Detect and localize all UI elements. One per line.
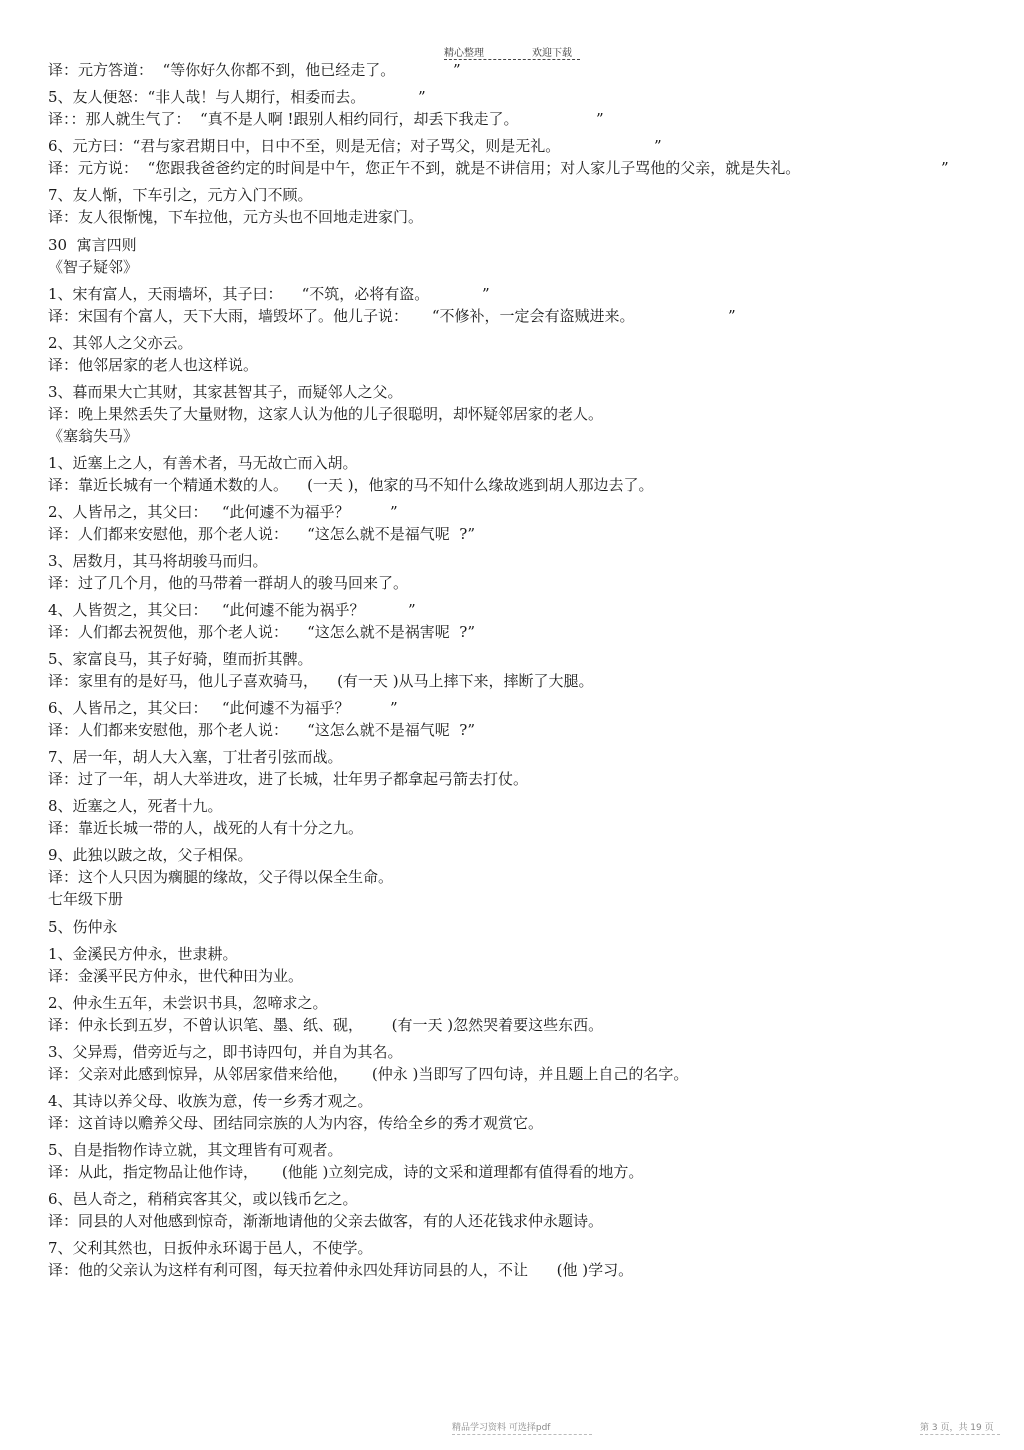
translation-line xyxy=(48,306,1008,326)
source-line xyxy=(48,87,1008,107)
section-heading xyxy=(48,917,1008,937)
footer-center-divider xyxy=(452,1434,592,1435)
line-text: 译：靠近长城有一个精通术数的人。 (一天 )，他家的马不知什么缘故逃到胡人那边去了。 xyxy=(48,476,654,494)
line-text: 《塞翁失马》 xyxy=(48,427,139,445)
translation-line xyxy=(48,1260,1008,1280)
line-text: 7、友人惭，下车引之，元方入门不顾。 xyxy=(48,186,313,204)
translation-line xyxy=(48,818,1008,838)
line-text: 6、邑人奇之，稍稍宾客其父，或以钱币乞之。 xyxy=(48,1190,358,1208)
line-text: 4、人皆贺之，其父曰： “此何遽不能为祸乎？ xyxy=(48,601,365,619)
line-text: 30 寓言四则 xyxy=(48,236,137,254)
line-text: 七年级下册 xyxy=(48,890,124,908)
translation-line xyxy=(48,426,1008,446)
footer-center xyxy=(452,1420,592,1433)
source-line xyxy=(48,845,1008,865)
translation-line xyxy=(48,109,1008,129)
line-text: 译：这个人只因为瘸腿的缘故，父子得以保全生命。 xyxy=(48,868,394,886)
translation-line xyxy=(48,1015,1008,1035)
closing-quote: ” xyxy=(408,601,416,619)
translation-line xyxy=(48,404,1008,424)
translation-line xyxy=(48,355,1008,375)
source-line xyxy=(48,1189,1008,1209)
source-line xyxy=(48,747,1008,767)
source-line xyxy=(48,284,1008,304)
translation-line xyxy=(48,966,1008,986)
line-text: 译：从此，指定物品让他作诗， (他能 )立刻完成，诗的文采和道理都有值得看的地方。 xyxy=(48,1163,644,1181)
source-line xyxy=(48,993,1008,1013)
line-text: 1、宋有富人，天雨墙坏，其子曰： “不筑，必将有盗。 xyxy=(48,285,430,303)
line-text: 译：他的父亲认为这样有利可图，每天拉着仲永四处拜访同县的人，不让 (他 )学习。 xyxy=(48,1261,634,1279)
closing-quote: ” xyxy=(596,110,604,128)
translation-line xyxy=(48,867,1008,887)
translation-line xyxy=(48,622,1008,642)
translation-line xyxy=(48,475,1008,495)
source-line xyxy=(48,600,1008,620)
header-left-text: 精心整理 xyxy=(444,48,484,59)
line-text: 5、伤仲永 xyxy=(48,918,118,936)
line-text: 译：过了几个月，他的马带着一群胡人的骏马回来了。 xyxy=(48,574,409,592)
line-text: 6、元方曰：“君与家君期日中，日中不至，则是无信；对子骂父，则是无礼。 xyxy=(48,137,561,155)
translation-line xyxy=(48,257,1008,277)
footer-right xyxy=(920,1420,1000,1433)
closing-quote: ” xyxy=(453,61,461,79)
line-text: 译：他邻居家的老人也这样说。 xyxy=(48,356,259,374)
closing-quote: ” xyxy=(941,159,949,177)
translation-line xyxy=(48,60,1008,80)
line-text: 译：人们都来安慰他，那个老人说： “这怎么就不是福气呢 ?” xyxy=(48,525,475,543)
line-text: 译：宋国有个富人，天下大雨，墙毁坏了。他儿子说： “不修补，一定会有盗贼进来。 xyxy=(48,307,635,325)
footer-right-divider xyxy=(920,1434,1000,1435)
line-text: 译：晚上果然丢失了大量财物，这家人认为他的儿子很聪明，却怀疑邻居家的老人。 xyxy=(48,405,604,423)
line-text: 7、父利其然也，日扳仲永环谒于邑人，不使学。 xyxy=(48,1239,373,1257)
translation-line xyxy=(48,1064,1008,1084)
closing-quote: ” xyxy=(390,699,398,717)
line-text: 《智子疑邻》 xyxy=(48,258,139,276)
source-line xyxy=(48,1238,1008,1258)
line-text: 1、近塞上之人，有善术者，马无故亡而入胡。 xyxy=(48,454,358,472)
source-line xyxy=(48,1042,1008,1062)
translation-line xyxy=(48,573,1008,593)
line-text: 3、父异焉，借旁近与之，即书诗四句，并自为其名。 xyxy=(48,1043,403,1061)
translation-line xyxy=(48,720,1008,740)
line-text: 译：友人很惭愧，下车拉他，元方头也不回地走进家门。 xyxy=(48,208,424,226)
line-text: 4、其诗以养父母、收族为意，传一乡秀才观之。 xyxy=(48,1092,373,1110)
line-text: 2、人皆吊之，其父曰： “此何遽不为福乎？ xyxy=(48,503,350,521)
closing-quote: ” xyxy=(482,285,490,303)
source-line xyxy=(48,185,1008,205)
closing-quote: ” xyxy=(418,88,426,106)
line-text: 2、其邻人之父亦云。 xyxy=(48,334,193,352)
source-line xyxy=(48,502,1008,522)
line-text: 译：：那人就生气了： “真不是人啊 !跟别人相约同行，却丢下我走了。 xyxy=(48,110,519,128)
translation-line xyxy=(48,524,1008,544)
line-text: 译：家里有的是好马，他儿子喜欢骑马， (有一天 )从马上摔下来，摔断了大腿。 xyxy=(48,672,594,690)
source-line xyxy=(48,796,1008,816)
translation-line xyxy=(48,671,1008,691)
section-heading xyxy=(48,235,1008,255)
source-line xyxy=(48,333,1008,353)
line-text: 3、暮而果大亡其财，其家甚智其子，而疑邻人之父。 xyxy=(48,383,403,401)
line-text: 6、人皆吊之，其父曰： “此何遽不为福乎？ xyxy=(48,699,350,717)
document-body xyxy=(48,58,1008,1280)
source-line xyxy=(48,1091,1008,1111)
page-number-text: 第 3 页，共 19 页 xyxy=(920,1423,994,1433)
source-line xyxy=(48,136,1008,156)
source-line xyxy=(48,1140,1008,1160)
line-text: 5、自是指物作诗立就，其文理皆有可观者。 xyxy=(48,1141,343,1159)
line-text: 5、友人便怒：“非人哉！与人期行，相委而去。 xyxy=(48,88,366,106)
line-text: 5、家富良马，其子好骑，堕而折其髀。 xyxy=(48,650,313,668)
translation-line xyxy=(48,769,1008,789)
translation-line xyxy=(48,889,1008,909)
translation-line xyxy=(48,1211,1008,1231)
header-right-text: 欢迎下载 xyxy=(532,48,572,59)
translation-line xyxy=(48,158,1008,178)
source-line xyxy=(48,382,1008,402)
translation-line xyxy=(48,207,1008,227)
line-text: 2、仲永生五年，未尝识书具，忽啼求之。 xyxy=(48,994,328,1012)
line-text: 译：仲永长到五岁，不曾认识笔、墨、纸、砚， (有一天 )忽然哭着要这些东西。 xyxy=(48,1016,604,1034)
line-text: 9、此独以跛之故，父子相保。 xyxy=(48,846,253,864)
line-text: 译：同县的人对他感到惊奇，渐渐地请他的父亲去做客，有的人还花钱求仲永题诗。 xyxy=(48,1212,604,1230)
footer-center-text: 精品学习资料 可选择pdf xyxy=(452,1423,551,1433)
line-text: 3、居数月，其马将胡骏马而归。 xyxy=(48,552,268,570)
line-text: 译：靠近长城一带的人，战死的人有十分之九。 xyxy=(48,819,364,837)
line-text: 译：元方答道： “等你好久你都不到，他已经走了。 xyxy=(48,61,396,79)
translation-line xyxy=(48,1162,1008,1182)
line-text: 1、金溪民方仲永，世隶耕。 xyxy=(48,945,238,963)
line-text: 译：父亲对此感到惊异，从邻居家借来给他， (仲永 )当即写了四句诗，并且题上自己的名字。 xyxy=(48,1065,689,1083)
source-line xyxy=(48,649,1008,669)
closing-quote: ” xyxy=(654,137,662,155)
line-text: 译：人们都来安慰他，那个老人说： “这怎么就不是福气呢 ?” xyxy=(48,721,475,739)
line-text: 7、居一年，胡人大入塞，丁壮者引弦而战。 xyxy=(48,748,343,766)
line-text: 译：人们都去祝贺他，那个老人说： “这怎么就不是祸害呢 ?” xyxy=(48,623,475,641)
line-text: 译：过了一年，胡人大举进攻，进了长城，壮年男子都拿起弓箭去打仗。 xyxy=(48,770,529,788)
translation-line xyxy=(48,1113,1008,1133)
line-text: 8、近塞之人，死者十九。 xyxy=(48,797,223,815)
closing-quote: ” xyxy=(728,307,736,325)
line-text: 译：元方说： “您跟我爸爸约定的时间是中午，您正午不到，就是不讲信用；对人家儿子骂他的父亲，就是失礼。 xyxy=(48,159,801,177)
source-line xyxy=(48,698,1008,718)
source-line xyxy=(48,551,1008,571)
source-line xyxy=(48,453,1008,473)
line-text: 译：这首诗以赡养父母、团结同宗族的人为内容，传给全乡的秀才观赏它。 xyxy=(48,1114,544,1132)
line-text: 译：金溪平民方仲永，世代种田为业。 xyxy=(48,967,304,985)
source-line xyxy=(48,944,1008,964)
closing-quote: ” xyxy=(390,503,398,521)
